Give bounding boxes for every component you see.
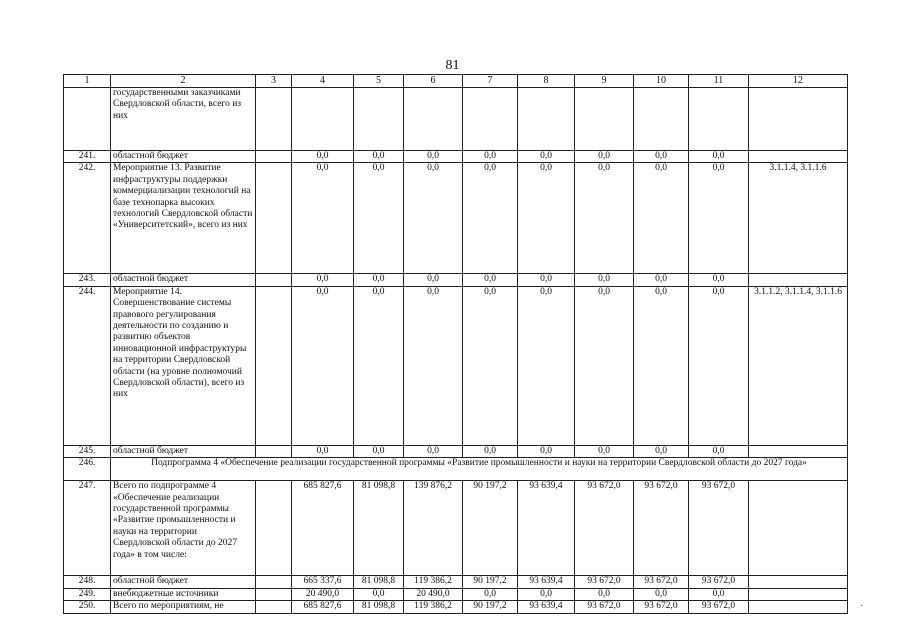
row-name: внебюджетные источники xyxy=(111,588,256,600)
value-cell xyxy=(354,88,404,151)
row-name: Всего по мероприятиям, не xyxy=(111,601,256,614)
value-cell: 0,0 xyxy=(404,445,463,457)
value-cell: 685 827,6 xyxy=(292,481,354,576)
row-number: 243. xyxy=(64,274,111,286)
target-code-cell xyxy=(749,274,848,286)
value-cell: 93 639,4 xyxy=(518,481,575,576)
column-header: 3 xyxy=(256,75,292,88)
value-cell: 90 197,2 xyxy=(463,481,518,576)
value-cell: 0,0 xyxy=(292,445,354,457)
page-number: 81 xyxy=(445,58,460,73)
row-number: 246. xyxy=(64,458,111,481)
value-cell: 93 672,0 xyxy=(689,481,749,576)
table-header-row xyxy=(64,75,848,88)
value-cell: 0,0 xyxy=(518,163,575,274)
value-cell: 0,0 xyxy=(689,274,749,286)
table-row xyxy=(64,274,848,286)
value-cell: 0,0 xyxy=(354,151,404,163)
value-cell: 0,0 xyxy=(689,151,749,163)
value-cell: 81 098,8 xyxy=(354,481,404,576)
row-number: 245. xyxy=(64,445,111,457)
table-row xyxy=(64,601,848,614)
value-cell: 139 876,2 xyxy=(404,481,463,576)
value-cell: 81 098,8 xyxy=(354,576,404,588)
value-cell: 0,0 xyxy=(518,445,575,457)
subprogram-row xyxy=(64,458,848,481)
column-header: 1 xyxy=(64,75,111,88)
value-cell: 20 490,0 xyxy=(292,588,354,600)
column-header: 11 xyxy=(689,75,749,88)
table-row xyxy=(64,151,848,163)
value-cell xyxy=(404,88,463,151)
value-cell: 0,0 xyxy=(518,588,575,600)
value-cell: 81 098,8 xyxy=(354,601,404,614)
column-header: 8 xyxy=(518,75,575,88)
table-row xyxy=(64,445,848,457)
row-name: областной бюджет xyxy=(111,274,256,286)
value-cell: 93 639,4 xyxy=(518,576,575,588)
value-cell: 0,0 xyxy=(463,274,518,286)
column-header: 9 xyxy=(575,75,634,88)
value-cell: 0,0 xyxy=(404,163,463,274)
value-cell xyxy=(689,88,749,151)
table-cell xyxy=(256,151,292,163)
row-number: 242. xyxy=(64,163,111,274)
value-cell: 0,0 xyxy=(463,163,518,274)
value-cell: 0,0 xyxy=(575,588,634,600)
value-cell: 0,0 xyxy=(354,286,404,445)
row-name: Всего по подпрограмме 4 «Обеспечение реализации государственной программы «Развитие промышленности и науки на территории Свердловской области до 2027 года» в том числе: xyxy=(111,481,256,576)
value-cell: 0,0 xyxy=(689,286,749,445)
value-cell: 0,0 xyxy=(463,286,518,445)
value-cell: 0,0 xyxy=(575,286,634,445)
column-header: 7 xyxy=(463,75,518,88)
row-name: областной бюджет xyxy=(111,576,256,588)
value-cell: 0,0 xyxy=(634,286,689,445)
value-cell: 0,0 xyxy=(354,445,404,457)
column-header: 12 xyxy=(749,75,848,88)
value-cell xyxy=(634,88,689,151)
value-cell: 0,0 xyxy=(292,151,354,163)
table-cell xyxy=(256,588,292,600)
value-cell: 93 672,0 xyxy=(575,481,634,576)
row-number: 244. xyxy=(64,286,111,445)
value-cell: 0,0 xyxy=(292,274,354,286)
value-cell: 93 639,4 xyxy=(518,601,575,614)
value-cell xyxy=(292,88,354,151)
value-cell: 0,0 xyxy=(354,274,404,286)
table-cell xyxy=(256,576,292,588)
column-header: 2 xyxy=(111,75,256,88)
value-cell: 0,0 xyxy=(634,588,689,600)
value-cell: 0,0 xyxy=(689,445,749,457)
value-cell: 0,0 xyxy=(463,151,518,163)
row-number: 248. xyxy=(64,576,111,588)
value-cell: 0,0 xyxy=(404,286,463,445)
value-cell: 0,0 xyxy=(518,286,575,445)
value-cell: 119 386,2 xyxy=(404,576,463,588)
value-cell: 0,0 xyxy=(354,163,404,274)
value-cell: 90 197,2 xyxy=(463,576,518,588)
value-cell: 20 490,0 xyxy=(404,588,463,600)
value-cell: 93 672,0 xyxy=(575,601,634,614)
target-code-cell xyxy=(749,576,848,588)
table-cell xyxy=(256,445,292,457)
table-row xyxy=(64,88,848,151)
value-cell: 93 672,0 xyxy=(689,601,749,614)
row-number: 250. xyxy=(64,601,111,614)
table-cell xyxy=(256,163,292,274)
value-cell: 0,0 xyxy=(689,163,749,274)
value-cell: 93 672,0 xyxy=(575,576,634,588)
row-number xyxy=(64,88,111,151)
row-number: 241. xyxy=(64,151,111,163)
value-cell: 0,0 xyxy=(634,151,689,163)
table-row xyxy=(64,286,848,445)
value-cell: 119 386,2 xyxy=(404,601,463,614)
value-cell: 0,0 xyxy=(634,274,689,286)
value-cell: 0,0 xyxy=(575,163,634,274)
value-cell: 93 672,0 xyxy=(689,576,749,588)
table-cell xyxy=(256,481,292,576)
value-cell: 0,0 xyxy=(292,163,354,274)
value-cell: 0,0 xyxy=(292,286,354,445)
table-cell xyxy=(256,286,292,445)
value-cell: 665 337,6 xyxy=(292,576,354,588)
subprogram-heading: Подпрограмма 4 «Обеспечение реализации государственной программы «Развитие промышленности и науки на территории Свердловской области до 2027 года» xyxy=(111,458,848,481)
value-cell: 0,0 xyxy=(634,445,689,457)
value-cell: 0,0 xyxy=(404,151,463,163)
target-code-cell xyxy=(749,151,848,163)
target-code-cell xyxy=(749,445,848,457)
table-row xyxy=(64,163,848,274)
table-row xyxy=(64,576,848,588)
value-cell xyxy=(575,88,634,151)
value-cell xyxy=(518,88,575,151)
row-name: Мероприятие 14. Совершенствование системы правового регулирования деятельности по созданию и развитию объектов инновационной инфраструктуры на территории Свердловской области (на уровне полномочий Свердловской области), всего из них xyxy=(111,286,256,445)
target-code-cell xyxy=(749,601,848,614)
table-cell xyxy=(256,601,292,614)
budget-table xyxy=(63,74,848,614)
target-code-cell: 3.1.1.2, 3.1.1.4, 3.1.1.6 xyxy=(749,286,848,445)
column-header: 6 xyxy=(404,75,463,88)
table-cell xyxy=(256,88,292,151)
value-cell: 0,0 xyxy=(404,274,463,286)
value-cell: 0,0 xyxy=(463,588,518,600)
column-header: 10 xyxy=(634,75,689,88)
row-name: государственными заказчиками Свердловской области, всего из них xyxy=(111,88,256,151)
target-code-cell xyxy=(749,588,848,600)
value-cell: 93 672,0 xyxy=(634,576,689,588)
value-cell: 0,0 xyxy=(518,151,575,163)
value-cell: 90 197,2 xyxy=(463,601,518,614)
row-number: 249. xyxy=(64,588,111,600)
value-cell: 0,0 xyxy=(634,163,689,274)
value-cell: 93 672,0 xyxy=(634,481,689,576)
value-cell: 0,0 xyxy=(575,445,634,457)
column-header: 5 xyxy=(354,75,404,88)
column-header: 4 xyxy=(292,75,354,88)
value-cell: 0,0 xyxy=(575,151,634,163)
value-cell: 0,0 xyxy=(354,588,404,600)
value-cell: 0,0 xyxy=(575,274,634,286)
row-name: областной бюджет xyxy=(111,445,256,457)
value-cell: 0,0 xyxy=(518,274,575,286)
target-code-cell xyxy=(749,88,848,151)
value-cell: 0,0 xyxy=(463,445,518,457)
value-cell: 93 672,0 xyxy=(634,601,689,614)
row-number: 247. xyxy=(64,481,111,576)
target-code-cell: 3.1.1.4, 3.1.1.6 xyxy=(749,163,848,274)
table-row xyxy=(64,588,848,600)
value-cell: 685 827,6 xyxy=(292,601,354,614)
value-cell: 0,0 xyxy=(689,588,749,600)
table-row xyxy=(64,481,848,576)
value-cell xyxy=(463,88,518,151)
row-name: Мероприятие 13. Развитие инфраструктуры поддержки коммерциализации технологий на базе технопарка высоких технологий Свердловской области «Университетский», всего из них xyxy=(111,163,256,274)
scan-speck xyxy=(861,605,862,606)
table-cell xyxy=(256,274,292,286)
row-name: областной бюджет xyxy=(111,151,256,163)
target-code-cell xyxy=(749,481,848,576)
